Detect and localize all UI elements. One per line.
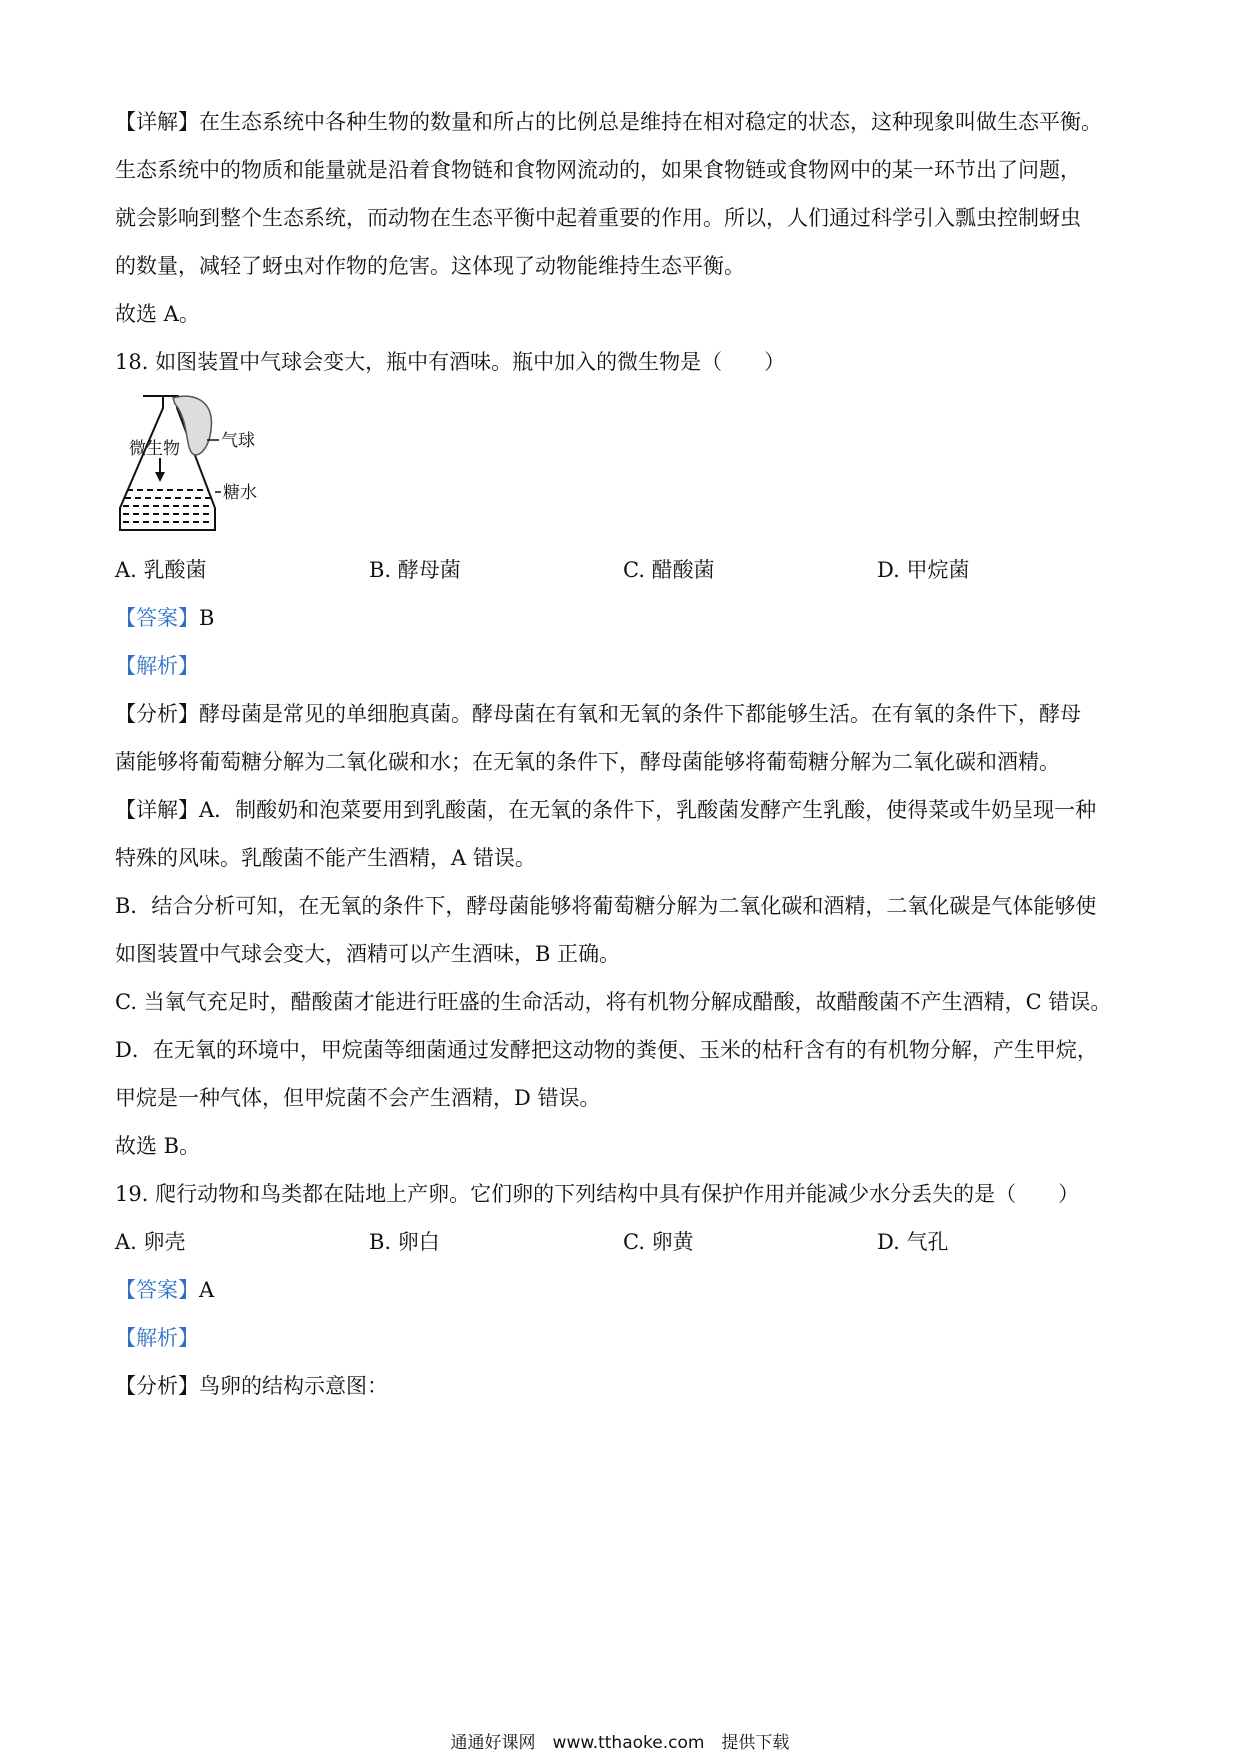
option-c: C. 醋酸菌 (623, 558, 715, 582)
document-body (115, 98, 1135, 1410)
paragraph: 【分析】酵母菌是常见的单细胞真菌。酵母菌在有氧和无氧的条件下都能够生活。在有氧的条件下，酵母 (115, 702, 1081, 726)
option-a: A. 乳酸菌 (115, 558, 207, 582)
paragraph: 生态系统中的物质和能量就是沿着食物链和食物网流动的，如果食物链或食物网中的某一环节出了问题， (115, 158, 1081, 182)
answer-label: 【答案】 (115, 1278, 199, 1302)
question-18: 18. 如图装置中气球会变大，瓶中有酒味。瓶中加入的微生物是（ ） (115, 350, 786, 374)
analysis-label: 【解析】 (115, 654, 199, 678)
flask-diagram (115, 390, 285, 540)
choice-conclusion: 故选 B。 (115, 1134, 201, 1158)
answer-label: 【答案】 (115, 606, 199, 630)
sugar-water-liquid (123, 490, 213, 522)
paragraph: C. 当氧气充足时，醋酸菌才能进行旺盛的生命活动，将有机物分解成醋酸，故醋酸菌不产生酒精，C 错误。 (115, 990, 1112, 1014)
page-footer: 通通好课网 www.tthaoke.com 提供下载 (450, 1733, 790, 1753)
paragraph: 的数量，减轻了蚜虫对作物的危害。这体现了动物能维持生态平衡。 (115, 254, 745, 278)
paragraph: 甲烷是一种气体，但甲烷菌不会产生酒精，D 错误。 (115, 1086, 601, 1110)
option-d: D. 甲烷菌 (877, 558, 970, 582)
label-balloon: 气球 (221, 431, 255, 451)
answer-line (115, 1266, 1135, 1314)
paragraph: D．在无氧的环境中，甲烷菌等细菌通过发酵把这动物的粪便、玉米的枯秆含有的有机物分解，产生甲烷， (115, 1038, 1098, 1062)
question-19: 19. 爬行动物和鸟类都在陆地上产卵。它们卵的下列结构中具有保护作用并能减少水分丢失的是（ ） (115, 1182, 1080, 1206)
answer-line (115, 594, 1135, 642)
question-19-options (115, 1218, 1135, 1266)
paragraph: 【分析】鸟卵的结构示意图： (115, 1374, 388, 1398)
choice-conclusion: 故选 A。 (115, 302, 200, 326)
paragraph: 菌能够将葡萄糖分解为二氧化碳和水；在无氧的条件下，酵母菌能够将葡萄糖分解为二氧化碳和酒精。 (115, 750, 1060, 774)
option-b: B. 酵母菌 (369, 558, 461, 582)
fermentation-flask-figure (115, 390, 1135, 540)
answer-value: B (199, 606, 215, 630)
answer-value: A (199, 1278, 215, 1302)
label-microbe: 微生物 (129, 439, 180, 459)
question-18-options (115, 546, 1135, 594)
analysis-label: 【解析】 (115, 1326, 199, 1350)
paragraph: 如图装置中气球会变大，酒精可以产生酒味，B 正确。 (115, 942, 621, 966)
option-d: D. 气孔 (877, 1230, 949, 1254)
paragraph: 【详解】在生态系统中各种生物的数量和所占的比例总是维持在相对稳定的状态，这种现象叫做生态平衡。 (115, 110, 1102, 134)
option-a: A. 卵壳 (115, 1230, 186, 1254)
option-c: C. 卵黄 (623, 1230, 694, 1254)
arrow-head (155, 472, 165, 482)
paragraph: B．结合分析可知，在无氧的条件下，酵母菌能够将葡萄糖分解为二氧化碳和酒精，二氧化碳是气体能够使 (115, 894, 1097, 918)
paragraph: 【详解】A．制酸奶和泡菜要用到乳酸菌，在无氧的条件下，乳酸菌发酵产生乳酸，使得菜或牛奶呈现一种 (115, 798, 1097, 822)
paragraph: 就会影响到整个生态系统，而动物在生态平衡中起着重要的作用。所以，人们通过科学引入瓢虫控制蚜虫 (115, 206, 1081, 230)
paragraph: 特殊的风味。乳酸菌不能产生酒精，A 错误。 (115, 846, 536, 870)
option-b: B. 卵白 (369, 1230, 440, 1254)
label-sugar-water: 糖水 (223, 483, 257, 503)
